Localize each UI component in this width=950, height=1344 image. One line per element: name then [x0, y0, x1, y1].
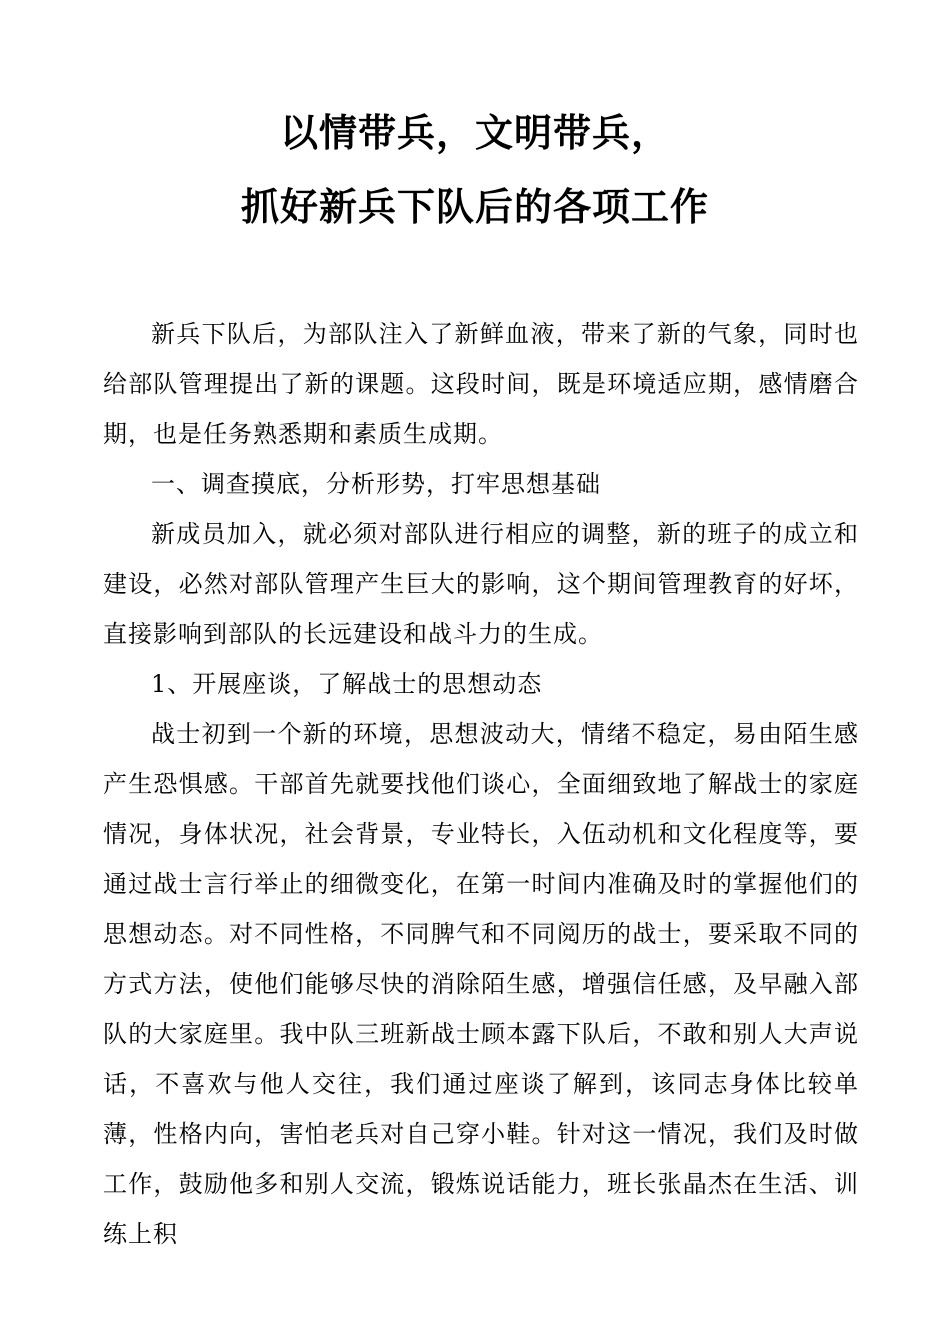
subsection-1-paragraph: 战士初到一个新的环境，思想波动大，情绪不稳定，易由陌生感产生恐惧感。干部首先就要找他们谈心，全面细致地了解战士的家庭情况，身体状况，社会背景，专业特长，入伍动机和文化程度等，要通过战士言行举止的细微变化，在第一时间内准确及时的掌握他们的思想动态。对不同性格，不同脾气和不同阅历的战士，要采取不同的方式方法，使他们能够尽快的消除陌生感，增强信任感，及早融入部队的大家庭里。我中队三班新战士顾本露下队后，不敢和别人大声说话，不喜欢与他人交往，我们通过座谈了解到，该同志身体比较单薄，性格内向，害怕老兵对自己穿小鞋。针对这一情况，我们及时做工作，鼓励他多和别人交流，锻炼说话能力，班长张晶杰在生活、训练上积	[103, 720, 859, 1248]
document-title-line-1: 以情带兵，文明带兵，	[279, 111, 670, 155]
document-body	[103, 309, 859, 1259]
document-title-line-2: 抓好新兵下队后的各项工作	[240, 185, 709, 229]
intro-paragraph: 新兵下队后，为部队注入了新鲜血液，带来了新的气象，同时也给部队管理提出了新的课题。这段时间，既是环境适应期，感情磨合期，也是任务熟悉期和素质生成期。	[103, 320, 859, 448]
section-1-paragraph: 新成员加入，就必须对部队进行相应的调整，新的班子的成立和建设，必然对部队管理产生巨大的影响，这个期间管理教育的好坏，直接影响到部队的长远建设和战斗力的生成。	[103, 520, 859, 648]
subsection-heading-1: 1、开展座谈，了解战士的思想动态	[151, 670, 543, 698]
section-heading-1: 一、调查摸底，分析形势，打牢思想基础	[151, 470, 601, 498]
